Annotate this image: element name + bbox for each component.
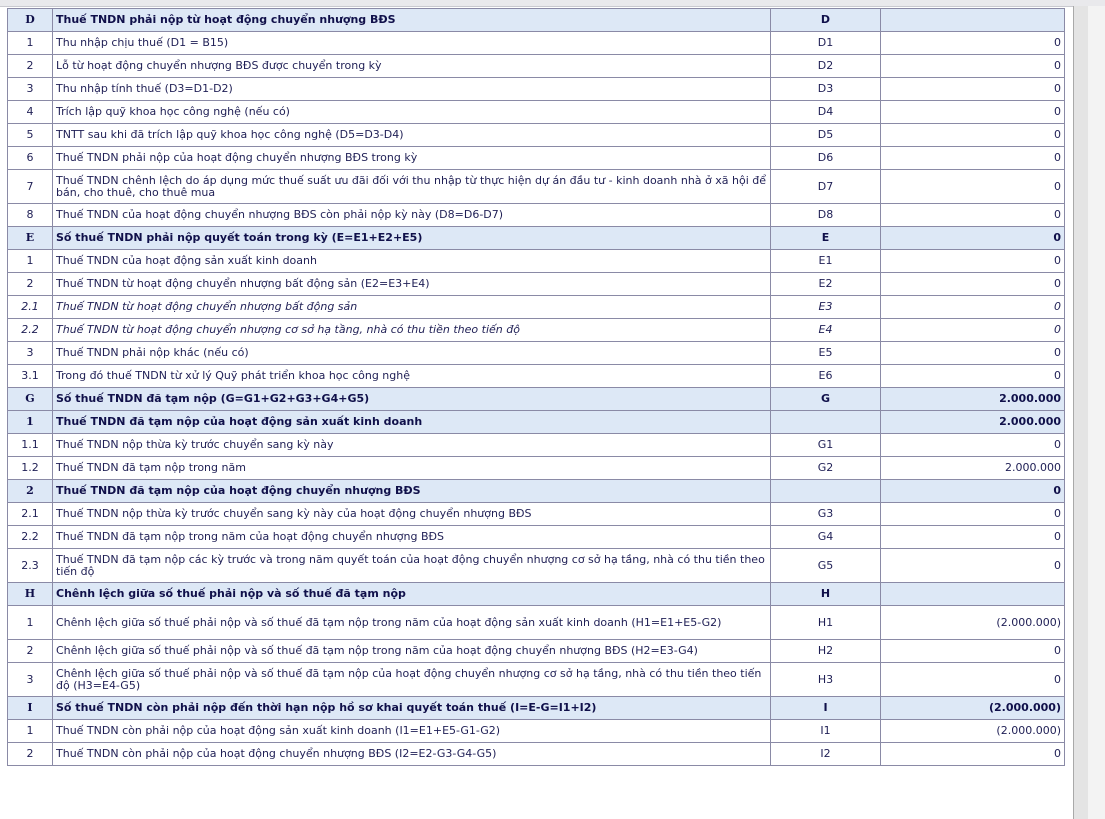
- value-cell[interactable]: (2.000.000): [881, 720, 1065, 743]
- row-number-cell: 4: [8, 101, 53, 124]
- value-cell[interactable]: 0: [881, 204, 1065, 227]
- description-cell: Thuế TNDN nộp thừa kỳ trước chuyển sang kỳ này của hoạt động chuyển nhượng BĐS: [53, 503, 771, 526]
- value-cell[interactable]: 0: [881, 365, 1065, 388]
- row-number-cell: 8: [8, 204, 53, 227]
- code-cell: E1: [771, 250, 881, 273]
- table-row: [8, 640, 1065, 663]
- value-cell[interactable]: 0: [881, 147, 1065, 170]
- row-number-cell: 1: [8, 606, 53, 640]
- row-number-cell: 2: [8, 743, 53, 766]
- value-cell[interactable]: 0: [881, 503, 1065, 526]
- code-cell: E3: [771, 296, 881, 319]
- code-cell: I2: [771, 743, 881, 766]
- table-row: [8, 720, 1065, 743]
- value-cell[interactable]: 0: [881, 32, 1065, 55]
- row-number-cell: D: [8, 9, 53, 32]
- table-row: [8, 170, 1065, 204]
- description-cell: Thuế TNDN đã tạm nộp trong năm của hoạt động chuyển nhượng BĐS: [53, 526, 771, 549]
- table-row: [8, 663, 1065, 697]
- value-cell[interactable]: 2.000.000: [881, 457, 1065, 480]
- row-number-cell: 1: [8, 411, 53, 434]
- description-cell: Thuế TNDN còn phải nộp của hoạt động chuyển nhượng BĐS (I2=E2-G3-G4-G5): [53, 743, 771, 766]
- code-cell: H1: [771, 606, 881, 640]
- description-cell: Chênh lệch giữa số thuế phải nộp và số thuế đã tạm nộp trong năm của hoạt động sản xuất kinh doanh (H1=E1+E5-G2): [53, 606, 771, 640]
- code-cell: D: [771, 9, 881, 32]
- splitter-bar[interactable]: [1073, 6, 1089, 819]
- table-row: [8, 342, 1065, 365]
- section-row: [8, 227, 1065, 250]
- table-row: [8, 32, 1065, 55]
- row-number-cell: 7: [8, 170, 53, 204]
- description-cell: Thuế TNDN phải nộp từ hoạt động chuyển nhượng BĐS: [53, 9, 771, 32]
- row-number-cell: 2.1: [8, 503, 53, 526]
- description-cell: Thuế TNDN đã tạm nộp trong năm: [53, 457, 771, 480]
- code-cell: G4: [771, 526, 881, 549]
- value-cell[interactable]: 0: [881, 170, 1065, 204]
- table-row: [8, 606, 1065, 640]
- code-cell: D5: [771, 124, 881, 147]
- value-cell[interactable]: 0: [881, 78, 1065, 101]
- table-row: [8, 250, 1065, 273]
- table-row: [8, 503, 1065, 526]
- row-number-cell: 6: [8, 147, 53, 170]
- code-cell: E6: [771, 365, 881, 388]
- code-cell: H2: [771, 640, 881, 663]
- code-cell: E2: [771, 273, 881, 296]
- code-cell: [771, 480, 881, 503]
- row-number-cell: E: [8, 227, 53, 250]
- description-cell: Thuế TNDN đã tạm nộp của hoạt động sản xuất kinh doanh: [53, 411, 771, 434]
- description-cell: Thuế TNDN của hoạt động chuyển nhượng BĐS còn phải nộp kỳ này (D8=D6-D7): [53, 204, 771, 227]
- row-number-cell: H: [8, 583, 53, 606]
- value-cell[interactable]: [881, 9, 1065, 32]
- row-number-cell: 1: [8, 32, 53, 55]
- table-row: [8, 365, 1065, 388]
- value-cell[interactable]: 0: [881, 663, 1065, 697]
- row-number-cell: 1.1: [8, 434, 53, 457]
- value-cell[interactable]: 0: [881, 55, 1065, 78]
- table-row: [8, 273, 1065, 296]
- code-cell: D7: [771, 170, 881, 204]
- description-cell: Thuế TNDN từ hoạt động chuyển nhượng bất động sản (E2=E3+E4): [53, 273, 771, 296]
- row-number-cell: I: [8, 697, 53, 720]
- code-cell: G3: [771, 503, 881, 526]
- description-cell: Thuế TNDN nộp thừa kỳ trước chuyển sang kỳ này: [53, 434, 771, 457]
- code-cell: E5: [771, 342, 881, 365]
- code-cell: D4: [771, 101, 881, 124]
- row-number-cell: 5: [8, 124, 53, 147]
- section-row: [8, 480, 1065, 503]
- description-cell: Thuế TNDN phải nộp khác (nếu có): [53, 342, 771, 365]
- table-row: [8, 147, 1065, 170]
- row-number-cell: 3: [8, 663, 53, 697]
- value-cell[interactable]: 0: [881, 640, 1065, 663]
- table-row: [8, 78, 1065, 101]
- tax-settlement-table-body: [8, 9, 1065, 766]
- description-cell: Thuế TNDN đã tạm nộp các kỳ trước và trong năm quyết toán của hoạt động chuyển nhượng cơ sở hạ tầng, nhà có thu tiền theo tiến độ: [53, 549, 771, 583]
- code-cell: I: [771, 697, 881, 720]
- section-row: [8, 411, 1065, 434]
- row-number-cell: 2.2: [8, 526, 53, 549]
- code-cell: E: [771, 227, 881, 250]
- code-cell: D1: [771, 32, 881, 55]
- value-cell[interactable]: 0: [881, 743, 1065, 766]
- code-cell: E4: [771, 319, 881, 342]
- code-cell: [771, 411, 881, 434]
- description-cell: Thuế TNDN còn phải nộp của hoạt động sản xuất kinh doanh (I1=E1+E5-G1-G2): [53, 720, 771, 743]
- code-cell: G2: [771, 457, 881, 480]
- value-cell[interactable]: 0: [881, 480, 1065, 503]
- value-cell[interactable]: 0: [881, 526, 1065, 549]
- row-number-cell: 2: [8, 273, 53, 296]
- description-cell: Trích lập quỹ khoa học công nghệ (nếu có): [53, 101, 771, 124]
- code-cell: G1: [771, 434, 881, 457]
- table-row: [8, 526, 1065, 549]
- section-row: [8, 697, 1065, 720]
- row-number-cell: 2.1: [8, 296, 53, 319]
- value-cell[interactable]: 0: [881, 101, 1065, 124]
- code-cell: D6: [771, 147, 881, 170]
- code-cell: G5: [771, 549, 881, 583]
- section-row: [8, 9, 1065, 32]
- row-number-cell: 2: [8, 55, 53, 78]
- description-cell: Số thuế TNDN phải nộp quyết toán trong kỳ (E=E1+E2+E5): [53, 227, 771, 250]
- section-row: [8, 388, 1065, 411]
- value-cell[interactable]: 0: [881, 342, 1065, 365]
- table-row: [8, 204, 1065, 227]
- window-top-edge: [0, 0, 1105, 7]
- tax-settlement-table: [7, 8, 1065, 766]
- value-cell[interactable]: 0: [881, 319, 1065, 342]
- row-number-cell: 2.3: [8, 549, 53, 583]
- row-number-cell: 3.1: [8, 365, 53, 388]
- description-cell: Thuế TNDN đã tạm nộp của hoạt động chuyển nhượng BĐS: [53, 480, 771, 503]
- table-row: [8, 319, 1065, 342]
- description-cell: Thuế TNDN từ hoạt động chuyển nhượng cơ sở hạ tầng, nhà có thu tiền theo tiến độ: [53, 319, 771, 342]
- description-cell: Lỗ từ hoạt động chuyển nhượng BĐS được chuyển trong kỳ: [53, 55, 771, 78]
- description-cell: Chênh lệch giữa số thuế phải nộp và số thuế đã tạm nộp trong năm của hoạt động chuyển nhượng BĐS (H2=E3-G4): [53, 640, 771, 663]
- code-cell: I1: [771, 720, 881, 743]
- code-cell: D8: [771, 204, 881, 227]
- right-pane: [1088, 6, 1105, 819]
- description-cell: Chênh lệch giữa số thuế phải nộp và số thuế đã tạm nộp: [53, 583, 771, 606]
- row-number-cell: 3: [8, 78, 53, 101]
- code-cell: D3: [771, 78, 881, 101]
- code-cell: D2: [771, 55, 881, 78]
- row-number-cell: 2.2: [8, 319, 53, 342]
- table-row: [8, 124, 1065, 147]
- description-cell: Thuế TNDN phải nộp của hoạt động chuyển nhượng BĐS trong kỳ: [53, 147, 771, 170]
- value-cell[interactable]: 2.000.000: [881, 411, 1065, 434]
- code-cell: G: [771, 388, 881, 411]
- description-cell: Số thuế TNDN đã tạm nộp (G=G1+G2+G3+G4+G5): [53, 388, 771, 411]
- value-cell[interactable]: 0: [881, 124, 1065, 147]
- table-row: [8, 549, 1065, 583]
- value-cell[interactable]: 0: [881, 296, 1065, 319]
- row-number-cell: G: [8, 388, 53, 411]
- value-cell[interactable]: 0: [881, 227, 1065, 250]
- row-number-cell: 3: [8, 342, 53, 365]
- table-row: [8, 434, 1065, 457]
- table-row: [8, 55, 1065, 78]
- value-cell[interactable]: 2.000.000: [881, 388, 1065, 411]
- code-cell: H: [771, 583, 881, 606]
- description-cell: Thu nhập chịu thuế (D1 = B15): [53, 32, 771, 55]
- table-row: [8, 743, 1065, 766]
- code-cell: H3: [771, 663, 881, 697]
- value-cell[interactable]: 0: [881, 549, 1065, 583]
- table-row: [8, 296, 1065, 319]
- value-cell[interactable]: (2.000.000): [881, 606, 1065, 640]
- value-cell[interactable]: (2.000.000): [881, 697, 1065, 720]
- row-number-cell: 2: [8, 480, 53, 503]
- description-cell: Chênh lệch giữa số thuế phải nộp và số thuế đã tạm nộp của hoạt động chuyển nhượng cơ sở hạ tầng, nhà có thu tiền theo tiến độ (H3=E4-G5): [53, 663, 771, 697]
- row-number-cell: 1: [8, 250, 53, 273]
- section-row: [8, 583, 1065, 606]
- description-cell: Số thuế TNDN còn phải nộp đến thời hạn nộp hồ sơ khai quyết toán thuế (I=E-G=I1+I2): [53, 697, 771, 720]
- table-row: [8, 457, 1065, 480]
- description-cell: TNTT sau khi đã trích lập quỹ khoa học công nghệ (D5=D3-D4): [53, 124, 771, 147]
- value-cell[interactable]: 0: [881, 250, 1065, 273]
- row-number-cell: 2: [8, 640, 53, 663]
- value-cell[interactable]: 0: [881, 273, 1065, 296]
- description-cell: Thuế TNDN của hoạt động sản xuất kinh doanh: [53, 250, 771, 273]
- value-cell[interactable]: [881, 583, 1065, 606]
- description-cell: Thuế TNDN chênh lệch do áp dụng mức thuế suất ưu đãi đối với thu nhập từ thực hiện dự án đầu tư - kinh doanh nhà ở xã hội để bán, cho thuê, cho thuê mua: [53, 170, 771, 204]
- row-number-cell: 1: [8, 720, 53, 743]
- description-cell: Thuế TNDN từ hoạt động chuyển nhượng bất động sản: [53, 296, 771, 319]
- row-number-cell: 1.2: [8, 457, 53, 480]
- description-cell: Trong đó thuế TNDN từ xử lý Quỹ phát triển khoa học công nghệ: [53, 365, 771, 388]
- table-row: [8, 101, 1065, 124]
- value-cell[interactable]: 0: [881, 434, 1065, 457]
- description-cell: Thu nhập tính thuế (D3=D1-D2): [53, 78, 771, 101]
